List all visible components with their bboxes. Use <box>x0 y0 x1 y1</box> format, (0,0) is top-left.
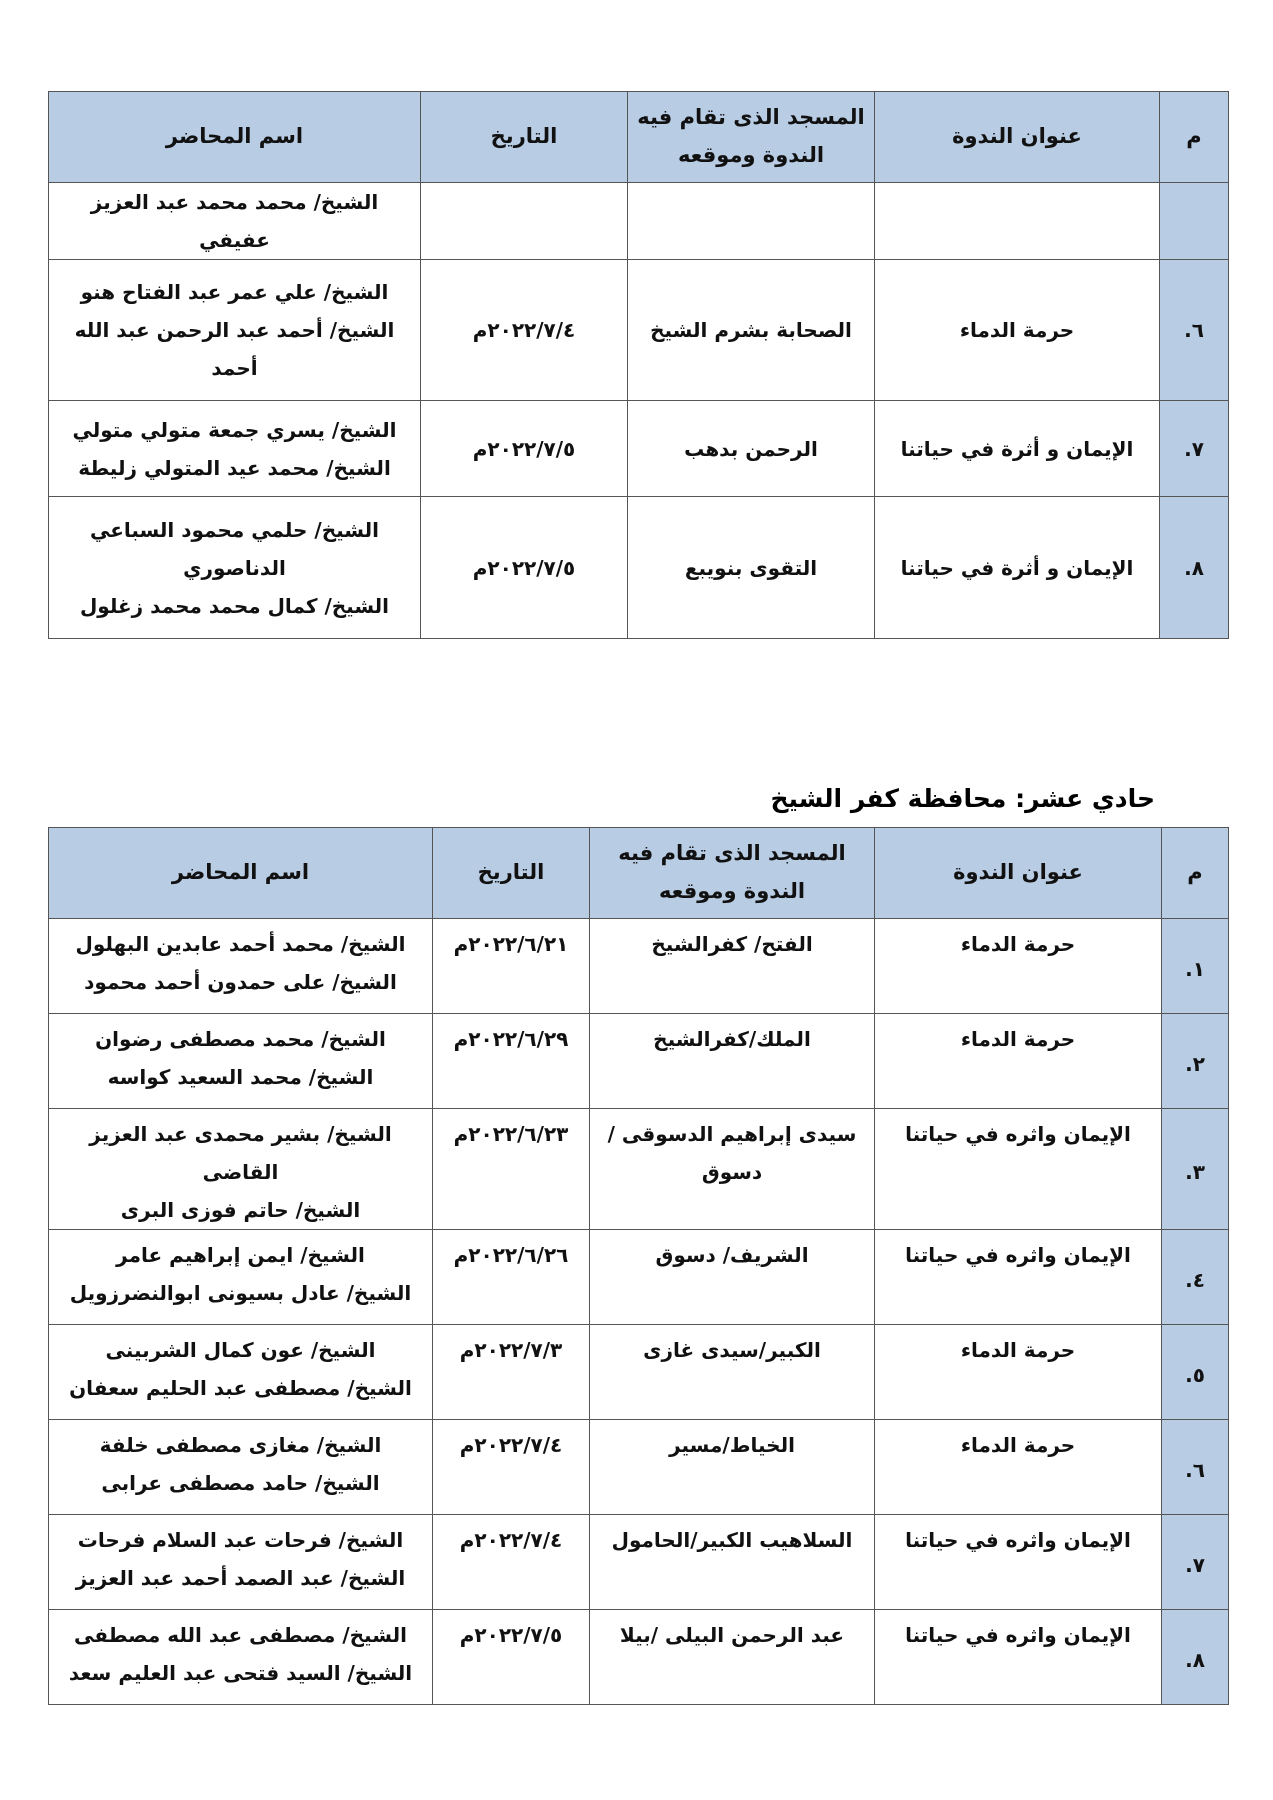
mosque-location: السلاهيب الكبير/الحامول <box>590 1515 875 1610</box>
lecturer-name: الشيخ/ محمد محمد عبد العزيز عفيفي <box>90 190 379 252</box>
seminar-title: حرمة الدماء <box>875 260 1160 401</box>
lecturer-names <box>49 183 421 260</box>
seminar-date: ٢٠٢٢/٧/٤م <box>433 1515 590 1610</box>
table-row <box>49 1325 1229 1420</box>
row-number: ٧. <box>1160 401 1229 497</box>
seminar-title: حرمة الدماء <box>875 1014 1162 1109</box>
seminar-date: ٢٠٢٢/٦/٢٩م <box>433 1014 590 1109</box>
table-row <box>49 1014 1229 1109</box>
section-heading: حادي عشر: محافظة كفر الشيخ <box>770 784 1155 813</box>
seminar-title: الإيمان واثره في حياتنا <box>875 1230 1162 1325</box>
seminar-date: ٢٠٢٢/٦/٢٦م <box>433 1230 590 1325</box>
table-row <box>49 401 1229 497</box>
seminar-date: ٢٠٢٢/٧/٤م <box>421 260 628 401</box>
seminar-title: حرمة الدماء <box>875 919 1162 1014</box>
table-row <box>49 1515 1229 1610</box>
header-mosque: المسجد الذى تقام فيه الندوة وموقعه <box>628 92 875 183</box>
row-number: ٨. <box>1160 497 1229 639</box>
seminar-date: ٢٠٢٢/٧/٤م <box>433 1420 590 1515</box>
row-number: ١. <box>1162 919 1229 1014</box>
header-num: م <box>1162 828 1229 919</box>
row-number: ٥. <box>1162 1325 1229 1420</box>
seminar-date: ٢٠٢٢/٧/٥م <box>433 1610 590 1705</box>
table-row <box>49 183 1229 260</box>
table-row <box>49 1230 1229 1325</box>
lecturer-name: الشيخ/ مصطفى عبد الله مصطفى <box>74 1623 407 1647</box>
mosque-location: التقوى بنويبع <box>628 497 875 639</box>
mosque-location: الصحابة بشرم الشيخ <box>628 260 875 401</box>
lecturer-name: الشيخ/ مصطفى عبد الحليم سعفان <box>69 1376 412 1400</box>
seminar-title <box>875 183 1160 260</box>
seminar-title: الإيمان و أثرة في حياتنا <box>875 497 1160 639</box>
lecturer-name: الشيخ/ السيد فتحى عبد العليم سعد <box>68 1661 413 1685</box>
table-row <box>49 1420 1229 1515</box>
lecturer-name: الشيخ/ يسري جمعة متولي متولي <box>72 417 397 442</box>
lecturer-names <box>49 1014 433 1109</box>
seminar-title: الإيمان واثره في حياتنا <box>875 1610 1162 1705</box>
mosque-location <box>628 183 875 260</box>
mosque-location: الكبير/سيدى غازى <box>590 1325 875 1420</box>
lecturer-name: الشيخ/ فرحات عبد السلام فرحات <box>77 1528 404 1552</box>
lecturer-names <box>49 1325 433 1420</box>
lecturer-names <box>49 497 421 639</box>
row-number: ٣. <box>1162 1109 1229 1230</box>
lecturer-name: الشيخ/ حامد مصطفى عرابى <box>101 1471 380 1495</box>
lecturer-names <box>49 401 421 497</box>
mosque-location: الفتح/ كفرالشيخ <box>590 919 875 1014</box>
header-date: التاريخ <box>421 92 628 183</box>
lecturer-names <box>49 919 433 1014</box>
lecturer-name: الشيخ/ محمد مصطفى رضوان <box>95 1027 386 1051</box>
row-number: ٢. <box>1162 1014 1229 1109</box>
mosque-location: الملك/كفرالشيخ <box>590 1014 875 1109</box>
mosque-location: الشريف/ دسوق <box>590 1230 875 1325</box>
table-row <box>49 260 1229 401</box>
lecturer-name: الشيخ/ ايمن إبراهيم عامر <box>116 1243 365 1267</box>
lecturer-names <box>49 1515 433 1610</box>
seminar-date: ٢٠٢٢/٦/٢١م <box>433 919 590 1014</box>
row-number: ٧. <box>1162 1515 1229 1610</box>
row-number: ٤. <box>1162 1230 1229 1325</box>
header-title: عنوان الندوة <box>875 92 1160 183</box>
seminars-table-1 <box>48 91 1229 639</box>
seminar-title: الإيمان و أثرة في حياتنا <box>875 401 1160 497</box>
lecturer-name: الشيخ/ على حمدون أحمد محمود <box>84 970 397 994</box>
seminar-date <box>421 183 628 260</box>
seminar-date: ٢٠٢٢/٧/٣م <box>433 1325 590 1420</box>
lecturer-names <box>49 260 421 401</box>
lecturer-name: أحمد <box>211 356 258 380</box>
lecturer-name: الشيخ/ عبد الصمد أحمد عبد العزيز <box>75 1566 406 1590</box>
header-mosque: المسجد الذى تقام فيه الندوة وموقعه <box>590 828 875 919</box>
lecturer-name: الشيخ/ أحمد عبد الرحمن عبد الله <box>74 318 395 342</box>
lecturer-names <box>49 1230 433 1325</box>
mosque-location: الرحمن بدهب <box>628 401 875 497</box>
seminar-date: ٢٠٢٢/٧/٥م <box>421 401 628 497</box>
header-date: التاريخ <box>433 828 590 919</box>
lecturer-name: الشيخ/ محمد أحمد عابدين البهلول <box>75 932 406 956</box>
seminar-title: حرمة الدماء <box>875 1325 1162 1420</box>
lecturer-name: الشيخ/ محمد السعيد كواسه <box>107 1065 374 1089</box>
seminars-table-kafr-el-sheikh <box>48 827 1229 1705</box>
lecturer-name: الدناصوري <box>183 555 286 580</box>
mosque-location: الخياط/مسير <box>590 1420 875 1515</box>
table-row <box>49 1610 1229 1705</box>
lecturer-name: الشيخ/ حلمي محمود السباعي <box>89 517 379 542</box>
mosque-location: عبد الرحمن البيلى /بيلا <box>590 1610 875 1705</box>
lecturer-name: الشيخ/ محمد عيد المتولي زليطة <box>78 455 391 480</box>
header-title: عنوان الندوة <box>875 828 1162 919</box>
seminar-date: ٢٠٢٢/٧/٥م <box>421 497 628 639</box>
lecturer-names <box>49 1610 433 1705</box>
table-row <box>49 497 1229 639</box>
seminar-title: حرمة الدماء <box>875 1420 1162 1515</box>
lecturer-names <box>49 1109 433 1230</box>
row-number: ٦. <box>1162 1420 1229 1515</box>
table-row <box>49 919 1229 1014</box>
lecturer-name: الشيخ/ عادل بسيونى ابوالنضرزويل <box>69 1281 412 1305</box>
row-number <box>1160 183 1229 260</box>
table-row <box>49 1109 1229 1230</box>
mosque-location: سيدى إبراهيم الدسوقى /دسوق <box>590 1109 875 1230</box>
header-lecturer: اسم المحاضر <box>49 92 421 183</box>
seminar-title: الإيمان واثره في حياتنا <box>875 1109 1162 1230</box>
lecturer-name: الشيخ/ مغازى مصطفى خلفة <box>99 1433 382 1457</box>
header-num: م <box>1160 92 1229 183</box>
lecturer-name: الشيخ/ علي عمر عبد الفتاح هنو <box>80 280 389 304</box>
seminar-title: الإيمان واثره في حياتنا <box>875 1515 1162 1610</box>
row-number: ٨. <box>1162 1610 1229 1705</box>
lecturer-names <box>49 1420 433 1515</box>
lecturer-name: الشيخ/ كمال محمد محمد زغلول <box>79 593 390 618</box>
lecturer-name: الشيخ/ بشير محمدى عبد العزيز القاضى <box>89 1122 392 1184</box>
lecturer-name: الشيخ/ حاتم فوزى البرى <box>120 1198 361 1222</box>
lecturer-name: الشيخ/ عون كمال الشربينى <box>105 1338 376 1362</box>
header-lecturer: اسم المحاضر <box>49 828 433 919</box>
seminar-date: ٢٠٢٢/٦/٢٣م <box>433 1109 590 1230</box>
row-number: ٦. <box>1160 260 1229 401</box>
